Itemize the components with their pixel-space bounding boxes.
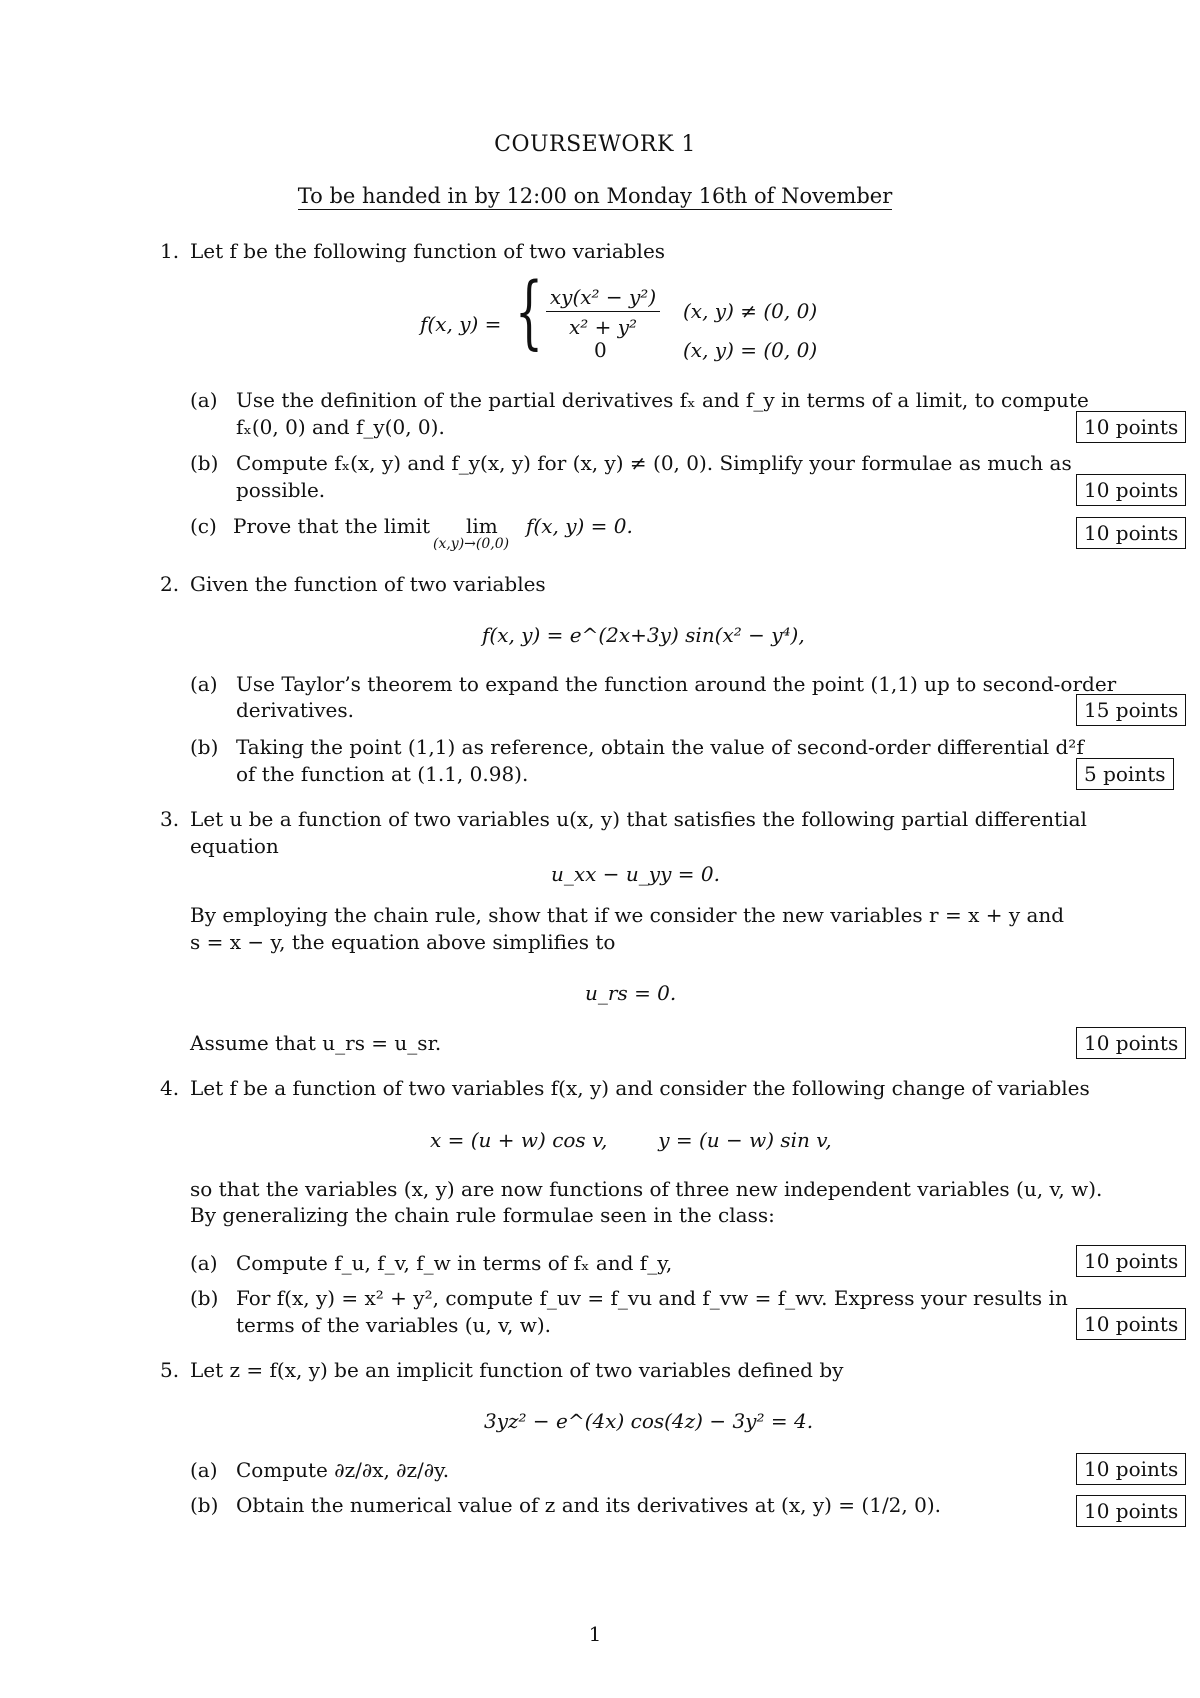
limit-subscript: (x,y)→(0,0): [433, 536, 510, 552]
q2-part-b-line1: Taking the point (1,1) as reference, obtain the value of second-order differential d²f: [236, 735, 1084, 759]
question-4-body-line1: so that the variables (x, y) are now functions of three new independent variables (u, v, w).: [190, 1177, 1103, 1201]
question-3-formula-2: u_rs = 0.: [585, 981, 677, 1005]
q2-part-a-line1: Use Taylor’s theorem to expand the function around the point (1,1) up to second-order: [236, 672, 1117, 696]
fraction-line: [546, 311, 660, 312]
question-2-number: 2.: [160, 572, 180, 596]
q2-part-a-points-box: 15 points: [1076, 694, 1186, 726]
q3-points-box: 10 points: [1076, 1027, 1186, 1059]
question-3-intro-line2: equation: [190, 834, 279, 858]
q2-part-b-line2: of the function at (1.1, 0.98).: [236, 762, 529, 786]
question-4-number: 4.: [160, 1076, 180, 1100]
question-5-number: 5.: [160, 1358, 180, 1382]
q4-part-b-line2: terms of the variables (u, v, w).: [236, 1313, 552, 1337]
document-page: COURSEWORK 1 To be handed in by 12:00 on Monday 16th of November 1. Let f be the following function of two variables f(x, y) = { xy(x² − y²) x² + y² (x, y) ≠ (0, 0) 0 (x, y) = (0, 0) (a) Use the definition of the partial derivatives fₓ and f_y in terms of a limit, to compute fₓ(0, 0) and f_y(0, 0). 10 points (b) Compute fₓ(x, y) and f_y(x, y) for (x, y) ≠ (0, 0). Simplify your formulae as much as possible. 10 points (c) Prove that the limit lim (x,y)→(0,0) f(x, y) = 0. 10 points 2. Given the function of two variables f(x, y) = e^(2x+3y) sin(x² − y⁴), (a) Use Taylor’s theorem to expand the function around the point (1,1) up to second-order derivatives. 15 points (b) Taking the point (1,1) as reference, obtain the value of second-order differential d²f of the function at (1.1, 0.98). 5 points 3. Let u be a function of two variables u(x, y) that satisfies the following partial differential equation u_xx − u_yy = 0. By employing the chain rule, show that if we consider the new variables r = x + y and s = x − y, the equation above simplifies to u_rs = 0. Assume that u_rs = u_sr. 10 points 4. Let f be a function of two variables f(x, y) and consider the following change of variables x = (u + w) cos v, y = (u − w) sin v, so that the variables (x, y) are now functions of three new independent variables (u, v, w). By generalizing the chain rule formulae seen in the class: (a) Compute f_u, f_v, f_w in terms of fₓ and f_y, 10 points (b) For f(x, y) = x² + y², compute f_uv = f_vu and f_vw = f_wv. Express your results in terms of the variables (u, v, w). 10 points 5. Let z = f(x, y) be an implicit function of two variables defined by 3yz² − e^(4x) cos(4z) − 3y² = 4. (a) Compute ∂z/∂x, ∂z/∂y. 10 points (b) Obtain the numerical value of z and its derivatives at (x, y) = (1/2, 0). 10 points 1: [0, 0, 1200, 1698]
q1-part-a-points-box: 10 points: [1076, 411, 1186, 443]
question-2-intro: Given the function of two variables: [190, 572, 546, 596]
q1-part-a-line2: fₓ(0, 0) and f_y(0, 0).: [236, 415, 445, 439]
q5-part-b-label: (b): [190, 1493, 219, 1517]
question-3-body-line1: By employing the chain rule, show that if we consider the new variables r = x + y and: [190, 903, 1065, 927]
q1-part-c-text: Prove that the limit: [233, 514, 431, 538]
q4-part-a-line1: Compute f_u, f_v, f_w in terms of fₓ and f_y,: [236, 1251, 673, 1275]
q1-part-a-line1: Use the definition of the partial derivatives fₓ and f_y in terms of a limit, to compute: [236, 388, 1089, 412]
q4-part-b-label: (b): [190, 1286, 219, 1310]
q5-part-b-line1: Obtain the numerical value of z and its derivatives at (x, y) = (1/2, 0).: [236, 1493, 941, 1517]
q4-part-b-points-box: 10 points: [1076, 1308, 1186, 1340]
q1-part-a-label: (a): [190, 388, 218, 412]
question-1-intro: Let f be the following function of two variables: [190, 239, 666, 263]
q5-part-a-points-box: 10 points: [1076, 1453, 1186, 1485]
question-5-intro: Let z = f(x, y) be an implicit function of two variables defined by: [190, 1358, 844, 1382]
question-3-formula-1: u_xx − u_yy = 0.: [551, 862, 720, 886]
deadline-text: To be handed in by 12:00 on Monday 16th of November: [297, 184, 893, 208]
brace-symbol: {: [515, 265, 543, 358]
q1-part-c-points-box: 10 points: [1076, 517, 1186, 549]
q1-part-b-label: (b): [190, 451, 219, 475]
q1-part-c-expr: f(x, y) = 0.: [526, 514, 633, 538]
limit-symbol: lim: [466, 514, 498, 538]
page-number: 1: [588, 1622, 602, 1646]
q5-part-a-line1: Compute ∂z/∂x, ∂z/∂y.: [236, 1458, 450, 1482]
q2-part-a-line2: derivatives.: [236, 698, 355, 722]
q5-part-b-points-box: 10 points: [1076, 1495, 1186, 1527]
q1-part-b-points-box: 10 points: [1076, 474, 1186, 506]
question-1-number: 1.: [160, 239, 180, 263]
page-title: COURSEWORK 1: [494, 132, 696, 157]
q1-part-b-line1: Compute fₓ(x, y) and f_y(x, y) for (x, y) ≠ (0, 0). Simplify your formulae as much as: [236, 451, 1072, 475]
question-3-body-line2: s = x − y, the equation above simplifies to: [190, 930, 616, 954]
question-4-intro: Let f be a function of two variables f(x, y) and consider the following change of variables: [190, 1076, 1090, 1100]
q2-part-b-points-box: 5 points: [1076, 758, 1174, 790]
q4-part-a-points-box: 10 points: [1076, 1245, 1186, 1277]
q2-part-b-label: (b): [190, 735, 219, 759]
q1-part-b-line2: possible.: [236, 478, 326, 502]
question-4-formula: x = (u + w) cos v, y = (u − w) sin v,: [430, 1128, 832, 1152]
q5-part-a-label: (a): [190, 1458, 218, 1482]
q4-part-b-line1: For f(x, y) = x² + y², compute f_uv = f_vu and f_vw = f_wv. Express your results in: [236, 1286, 1068, 1310]
question-5-formula: 3yz² − e^(4x) cos(4z) − 3y² = 4.: [484, 1409, 814, 1433]
q2-part-a-label: (a): [190, 672, 218, 696]
question-4-body-line2: By generalizing the chain rule formulae seen in the class:: [190, 1203, 775, 1227]
question-3-assume: Assume that u_rs = u_sr.: [190, 1031, 442, 1055]
q4-part-a-label: (a): [190, 1251, 218, 1275]
question-3-number: 3.: [160, 807, 180, 831]
question-2-formula: f(x, y) = e^(2x+3y) sin(x² − y⁴),: [482, 623, 805, 647]
q1-part-c-label: (c): [190, 514, 217, 538]
question-3-intro-line1: Let u be a function of two variables u(x, y) that satisfies the following partial differential: [190, 807, 1087, 831]
